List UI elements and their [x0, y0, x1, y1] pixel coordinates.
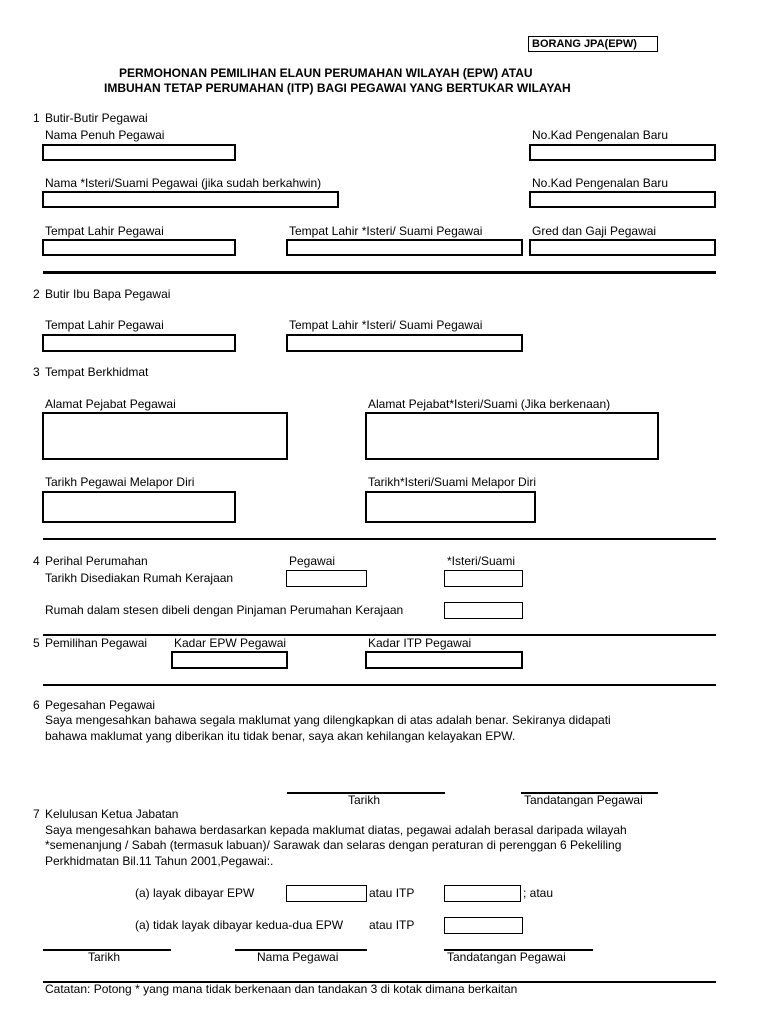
- s5-title: Pemilihan Pegawai: [45, 636, 148, 650]
- input-layak-epw[interactable]: [286, 885, 367, 902]
- input-rumah-pinjaman[interactable]: [444, 602, 523, 619]
- label-kadar-epw: Kadar EPW Pegawai: [174, 636, 287, 650]
- label-alamat-pegawai: Alamat Pejabat Pegawai: [45, 397, 176, 411]
- label-nama-pegawai: Nama Penuh Pegawai: [45, 128, 165, 142]
- input-ic-pasangan[interactable]: [529, 191, 716, 208]
- input-tarikh-rumah-pasangan[interactable]: [444, 570, 523, 587]
- label-atau-suffix: ; atau: [523, 886, 554, 900]
- form-code: BORANG JPA(EPW): [532, 38, 637, 50]
- input-lahir-pegawai[interactable]: [42, 239, 236, 256]
- col-pasangan: *Isteri/Suami: [447, 554, 516, 568]
- label-nama-pasangan: Nama *Isteri/Suami Pegawai (jika sudah berkahwin): [45, 176, 322, 190]
- col-pegawai: Pegawai: [289, 554, 336, 568]
- label-gred-gaji: Gred dan Gaji Pegawai: [532, 224, 657, 238]
- input-layak-itp[interactable]: [444, 885, 521, 902]
- form-code-box: [528, 36, 658, 52]
- s7-nama-label: Nama Pegawai: [257, 950, 339, 964]
- divider-1: [43, 271, 716, 274]
- input-ibubapa-lahir-pegawai[interactable]: [42, 334, 236, 352]
- catatan: Catatan: Potong * yang mana tidak berkenaan dan tandakan 3 di kotak dimana berkaitan: [45, 982, 518, 996]
- label-alamat-pasangan: Alamat Pejabat*Isteri/Suami (Jika berkenaan): [368, 397, 611, 411]
- s6-title: Pegesahan Pegawai: [45, 698, 156, 712]
- input-alamat-pegawai[interactable]: [42, 412, 288, 460]
- s6-tarikh-label: Tarikh: [348, 793, 381, 807]
- input-ibubapa-lahir-pasangan[interactable]: [286, 334, 523, 352]
- label-tarikh-lapor-pegawai: Tarikh Pegawai Melapor Diri: [45, 475, 195, 489]
- label-tarikh-rumah: Tarikh Disediakan Rumah Kerajaan: [45, 571, 234, 585]
- input-gred-gaji[interactable]: [529, 239, 716, 256]
- title-line-2: IMBUHAN TETAP PERUMAHAN (ITP) BAGI PEGAWAI YANG BERTUKAR WILAYAH: [104, 81, 571, 95]
- title-line-1: PERMOHONAN PEMILIHAN ELAUN PERUMAHAN WILAYAH (EPW) ATAU: [119, 66, 533, 80]
- s6-num: 6: [33, 698, 40, 712]
- label-atau-itp-2: atau ITP: [369, 918, 415, 932]
- s7-tarikh-label: Tarikh: [88, 950, 121, 964]
- label-ic-pasangan: No.Kad Pengenalan Baru: [532, 176, 669, 190]
- s4-num: 4: [33, 554, 40, 568]
- input-tarikh-lapor-pegawai[interactable]: [42, 491, 236, 523]
- s2-num: 2: [33, 287, 40, 301]
- input-tidak-layak[interactable]: [444, 917, 523, 934]
- s1-title: Butir-Butir Pegawai: [45, 111, 148, 125]
- label-layak: (a) layak dibayar EPW: [135, 886, 255, 900]
- s7-num: 7: [33, 807, 40, 821]
- label-atau-itp-1: atau ITP: [369, 886, 415, 900]
- s6-line-2: bahawa maklumat yang diberikan itu tidak benar, saya akan kehilangan kelayakan EPW.: [45, 729, 516, 743]
- input-ic-pegawai[interactable]: [529, 144, 716, 161]
- s7-tandatangan-label: Tandatangan Pegawai: [447, 950, 566, 964]
- input-nama-pasangan[interactable]: [42, 191, 339, 208]
- input-kadar-itp[interactable]: [365, 651, 523, 669]
- label-ibubapa-lahir-pegawai: Tempat Lahir Pegawai: [45, 318, 164, 332]
- s2-title: Butir Ibu Bapa Pegawai: [45, 287, 171, 301]
- label-ibubapa-lahir-pasangan: Tempat Lahir *Isteri/ Suami Pegawai: [289, 318, 483, 332]
- label-tidak-layak: (a) tidak layak dibayar kedua-dua EPW: [135, 918, 344, 932]
- label-rumah-pinjaman: Rumah dalam stesen dibeli dengan Pinjaman Perumahan Kerajaan: [45, 603, 404, 617]
- input-tarikh-lapor-pasangan[interactable]: [365, 491, 536, 523]
- s7-line-2: *semenanjung / Sabah (termasuk labuan)/ Sarawak dan selaras dengan peraturan di perenggan 6 Pekeliling: [45, 838, 622, 852]
- divider-2: [43, 538, 716, 540]
- input-nama-pegawai[interactable]: [42, 144, 236, 161]
- s3-title: Tempat Berkhidmat: [45, 365, 149, 379]
- label-lahir-pasangan: Tempat Lahir *Isteri/ Suami Pegawai: [289, 224, 483, 238]
- s5-num: 5: [33, 636, 40, 650]
- s4-title: Perihal Perumahan: [45, 554, 148, 568]
- s3-num: 3: [33, 365, 40, 379]
- s7-line-3: Perkhidmatan Bil.11 Tahun 2001,Pegawai:.: [45, 854, 274, 868]
- s6-line-1: Saya mengesahkan bahawa segala maklumat yang dilengkapkan di atas adalah benar. Sekiranya didapati: [45, 713, 611, 727]
- label-kadar-itp: Kadar ITP Pegawai: [368, 636, 472, 650]
- input-alamat-pasangan[interactable]: [365, 412, 659, 460]
- divider-4: [43, 684, 716, 686]
- input-lahir-pasangan[interactable]: [286, 239, 523, 256]
- input-kadar-epw[interactable]: [171, 651, 288, 669]
- label-lahir-pegawai: Tempat Lahir Pegawai: [45, 224, 164, 238]
- label-ic-pegawai: No.Kad Pengenalan Baru: [532, 128, 669, 142]
- s7-line-1: Saya mengesahkan bahawa berdasarkan kepada maklumat diatas, pegawai adalah berasal daripada wilayah: [45, 823, 627, 837]
- s6-tandatangan-label: Tandatangan Pegawai: [524, 793, 643, 807]
- s1-num: 1: [33, 111, 40, 125]
- label-tarikh-lapor-pasangan: Tarikh*Isteri/Suami Melapor Diri: [368, 475, 537, 489]
- s7-title: Kelulusan Ketua Jabatan: [45, 807, 179, 821]
- input-tarikh-rumah-pegawai[interactable]: [286, 570, 367, 587]
